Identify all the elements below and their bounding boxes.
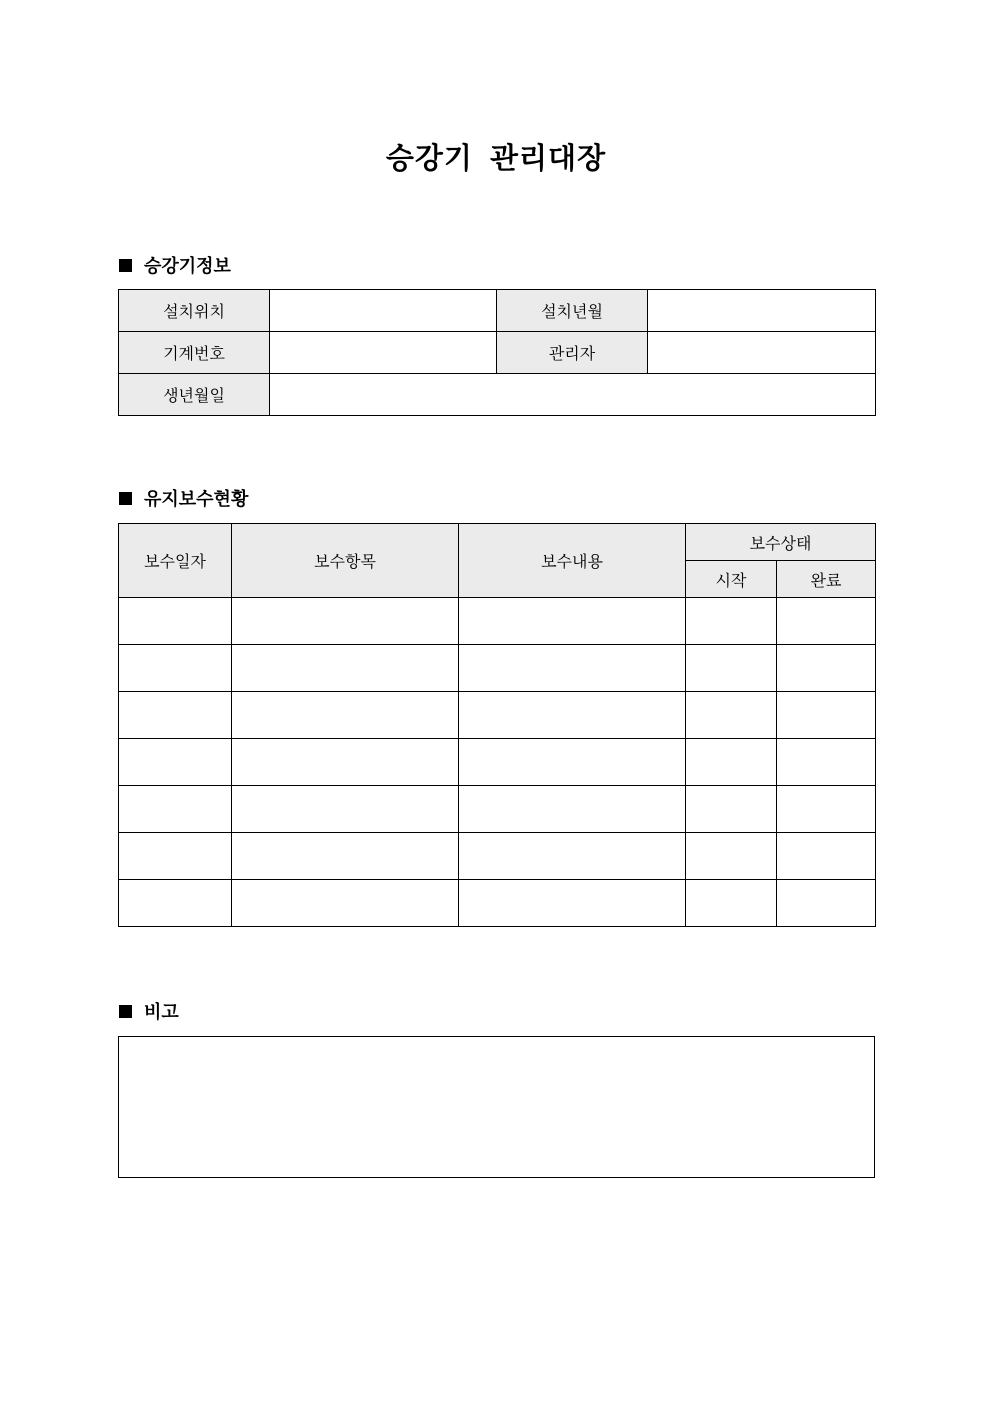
start-cell[interactable]: [686, 598, 777, 645]
date-cell[interactable]: [119, 786, 232, 833]
install-location-field[interactable]: [270, 290, 497, 332]
maintenance-table: [118, 523, 876, 927]
manager-label: 관리자: [497, 332, 648, 374]
table-row: [119, 786, 876, 833]
date-cell[interactable]: [119, 692, 232, 739]
date-cell[interactable]: [119, 645, 232, 692]
column-header-content: 보수내용: [459, 524, 686, 598]
square-bullet-icon: [119, 259, 132, 272]
machine-number-label: 기계번호: [119, 332, 270, 374]
content-cell[interactable]: [459, 598, 686, 645]
table-row: [119, 598, 876, 645]
column-header-date: 보수일자: [119, 524, 232, 598]
start-cell[interactable]: [686, 786, 777, 833]
remarks-box[interactable]: [118, 1036, 875, 1178]
start-cell[interactable]: [686, 880, 777, 927]
complete-cell[interactable]: [777, 833, 876, 880]
content-cell[interactable]: [459, 833, 686, 880]
machine-number-field[interactable]: [270, 332, 497, 374]
item-cell[interactable]: [232, 739, 459, 786]
complete-cell[interactable]: [777, 739, 876, 786]
complete-cell[interactable]: [777, 880, 876, 927]
column-header-complete: 완료: [777, 561, 876, 598]
square-bullet-icon: [119, 1005, 132, 1018]
complete-cell[interactable]: [777, 645, 876, 692]
table-row: [119, 645, 876, 692]
install-location-label: 설치위치: [119, 290, 270, 332]
table-row: [119, 880, 876, 927]
content-cell[interactable]: [459, 739, 686, 786]
page-title: 승강기 관리대장: [385, 141, 607, 175]
date-cell[interactable]: [119, 739, 232, 786]
section-heading-info-label: 승강기정보: [144, 256, 231, 277]
complete-cell[interactable]: [777, 692, 876, 739]
install-date-field[interactable]: [648, 290, 876, 332]
date-cell[interactable]: [119, 833, 232, 880]
start-cell[interactable]: [686, 692, 777, 739]
start-cell[interactable]: [686, 833, 777, 880]
square-bullet-icon: [119, 492, 132, 505]
item-cell[interactable]: [232, 598, 459, 645]
item-cell[interactable]: [232, 833, 459, 880]
elevator-info-table: [118, 289, 876, 416]
info-row-location: [119, 290, 876, 332]
info-row-birth: [119, 374, 876, 416]
section-heading-remarks: [119, 999, 179, 1023]
column-header-start: 시작: [686, 561, 777, 598]
manager-field[interactable]: [648, 332, 876, 374]
item-cell[interactable]: [232, 786, 459, 833]
content-cell[interactable]: [459, 880, 686, 927]
birth-date-field[interactable]: [270, 374, 876, 416]
section-heading-maintenance: [119, 486, 248, 510]
item-cell[interactable]: [232, 692, 459, 739]
section-heading-remarks-label: 비고: [144, 1002, 179, 1023]
maintenance-header-row: [119, 524, 876, 561]
column-header-item: 보수항목: [232, 524, 459, 598]
item-cell[interactable]: [232, 645, 459, 692]
complete-cell[interactable]: [777, 598, 876, 645]
birth-date-label: 생년월일: [119, 374, 270, 416]
complete-cell[interactable]: [777, 786, 876, 833]
start-cell[interactable]: [686, 645, 777, 692]
install-date-label: 설치년월: [497, 290, 648, 332]
table-row: [119, 833, 876, 880]
content-cell[interactable]: [459, 645, 686, 692]
section-heading-info: [119, 253, 231, 277]
start-cell[interactable]: [686, 739, 777, 786]
content-cell[interactable]: [459, 692, 686, 739]
date-cell[interactable]: [119, 880, 232, 927]
column-header-status: 보수상태: [686, 524, 876, 561]
date-cell[interactable]: [119, 598, 232, 645]
table-row: [119, 739, 876, 786]
item-cell[interactable]: [232, 880, 459, 927]
info-row-machine: [119, 332, 876, 374]
table-row: [119, 692, 876, 739]
section-heading-maintenance-label: 유지보수현황: [144, 489, 249, 510]
content-cell[interactable]: [459, 786, 686, 833]
